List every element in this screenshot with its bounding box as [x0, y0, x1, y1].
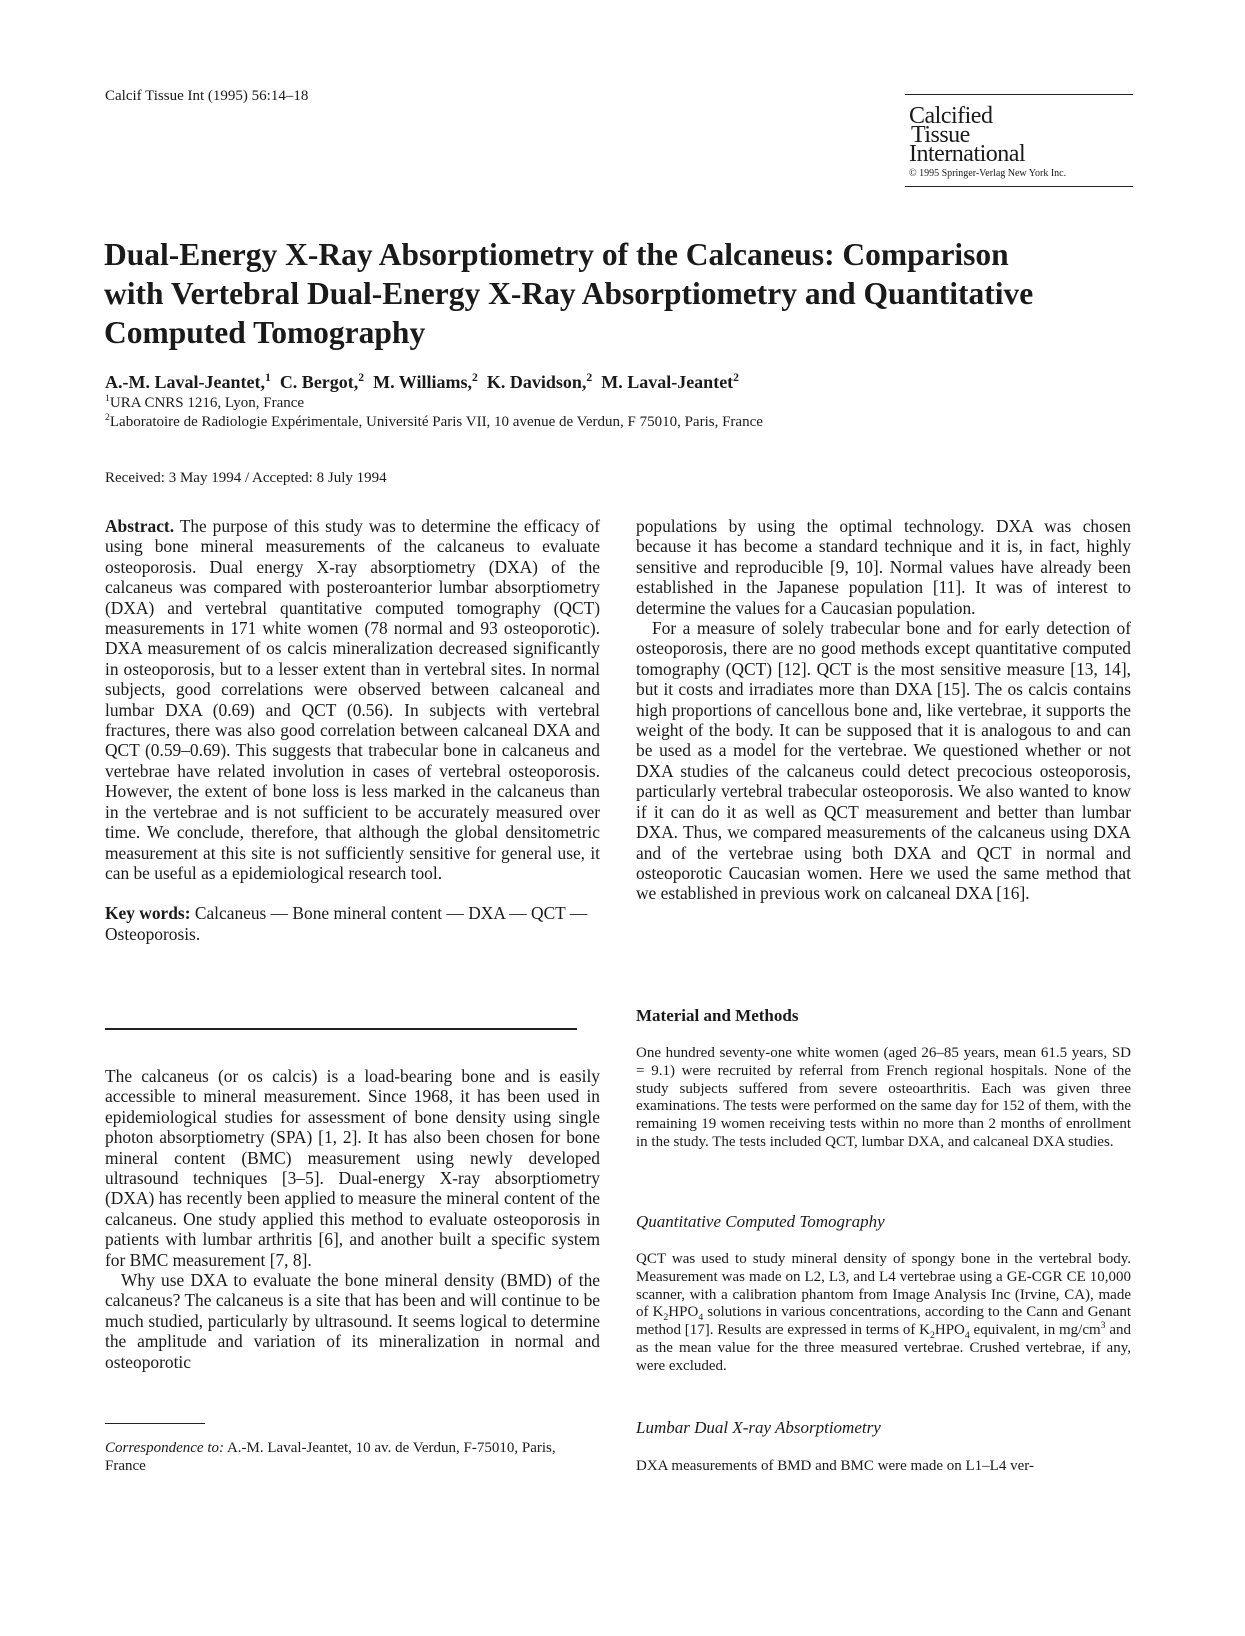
lumbar-dxa-paragraph: DXA measurements of BMD and BMC were made on L1–L4 ver-: [636, 1458, 1034, 1474]
author-list: [105, 372, 739, 393]
abstract-label: Abstract.: [105, 516, 175, 536]
logo-line-3: International: [909, 141, 1026, 167]
logo-rule-top: [905, 94, 1133, 95]
title-line-2: with Vertebral Dual-Energy X-Ray Absorptiometry and Quantitative: [104, 276, 1034, 311]
journal-logo: [905, 94, 1133, 187]
logo-rule-bottom: [905, 186, 1133, 187]
author: M. Williams,$^2$: [373, 371, 478, 392]
intro-paragraph-4: For a measure of solely trabecular bone and for early detection of osteoporosis, there are no good methods except quantitative computed tomography (QCT) [12]. QCT is the most sensitive measure [13, 14], but it costs and irradiates more than DXA [15]. The os calcis contains high proportions of cancellous bone and, like vertebrae, it supports the weight of the body. It can be supposed that it is analogous to and can be used as a model for the vertebrae. We questioned whether or not DXA studies of the calcaneus could detect precocious osteoporosis, particularly vertebral trabecular osteoporosis. We also wanted to know if it can do it as well as QCT measurement and better than lumbar DXA. Thus, we compared measurements of the calcaneus using DXA and of the vertebrae using both DXA and QCT in normal and osteoporotic Caucasian women. Here we used the same method that we established in previous work on calcaneal DXA [16].: [636, 618, 1131, 904]
author: K. Davidson,$^2$: [486, 371, 593, 392]
subheading-qct: Quantitative Computed Tomography: [636, 1212, 885, 1231]
logo-line-2: Tissue: [911, 122, 970, 148]
intro-paragraph-3: populations by using the optimal technology. DXA was chosen because it has become a standard technique and it is, in fact, highly sensitive and reproducible [9, 10]. Normal values have already been established in the Japanese population [11]. It was of interest to determine the values for a Caucasian population.: [636, 516, 1131, 618]
intro-paragraph-2: Why use DXA to evaluate the bone mineral density (BMD) of the calcaneus? The calcaneus is a site that has been and will continue to be much studied, particularly by ultrasound. It seems logical to determine the amplitude and variation of its mineralization in normal and osteoporotic: [105, 1270, 600, 1372]
subheading-lumbar-dxa: Lumbar Dual X-ray Absorptiometry: [636, 1418, 881, 1437]
author: A.-M. Laval-Jeantet,$^1$: [105, 371, 271, 392]
author: C. Bergot,$^2$: [279, 371, 365, 392]
intro-continued: [636, 516, 1131, 904]
affiliation-1: $^1$URA CNRS 1216, Lyon, France: [105, 393, 305, 411]
journal-reference: Calcif Tissue Int (1995) 56:14–18: [105, 88, 309, 104]
correspondence-footnote: Correspondence to: A.-M. Laval-Jeantet, 10 av. de Verdun, F-75010, Paris, France: [105, 1440, 556, 1474]
title-line-1: Dual-Energy X-Ray Absorptiometry of the Calcaneus: Comparison: [104, 237, 1009, 272]
title-line-3: Computed Tomography: [104, 315, 426, 350]
abstract-divider: [105, 1028, 577, 1030]
keywords: Key words: Calcaneus — Bone mineral content — DXA — QCT — Osteoporosis.: [105, 903, 588, 944]
logo-line-1: Calcified: [909, 103, 993, 129]
intro-paragraph-1: The calcaneus (or os calcis) is a load-bearing bone and is easily accessible to mineral measurement. Since 1968, it has been used in epidemiological studies for assessment of bone density using single photon absorptiometry (SPA) [1, 2]. It has also been chosen for bone mineral content (BMC) measurement using newly developed ultrasound techniques [3–5]. Dual-energy X-ray absorptiometry (DXA) has recently been applied to measure the mineral content of the calcaneus. One study applied this method to evaluate osteoporosis in patients with lumbar arthritis [6], and another built a specific system for BMC measurement [7, 8].: [105, 1066, 600, 1270]
logo-wordmark: [909, 103, 1133, 167]
abstract: [105, 516, 600, 944]
article-title: [104, 235, 1144, 352]
copyright-notice: © 1995 Springer-Verlag New York Inc.: [909, 168, 1067, 179]
footnote-rule: [105, 1423, 205, 1424]
qct-paragraph: QCT was used to study mineral density of spongy bone in the vertebral body. Measurement was made on L2, L3, and L4 vertebrae using a GE-CGR CE 10,000 scanner, with a calibration phantom from Image Analysis Inc (Irvine, CA), made of $K_2HPO_4$ solutions in various concentrations, according to the Cann and Genant method [17]. Results are expressed in terms of $K_2HPO_4$ equivalent, in $mg/cm^3$ and as the mean value for the three measured vertebrae. Crushed vertebrae, if any, were excluded.: [636, 1251, 1132, 1374]
author: M. Laval-Jeantet$^2$: [601, 371, 740, 392]
methods-paragraph: One hundred seventy-one white women (aged 26–85 years, mean 61.5 years, SD = 9.1) were recruited by referral from French regional hospitals. None of the study subjects suffered from severe osteoarthritis. Each was given three examinations. The tests were performed on the same day for 152 of them, with the remaining 19 women receiving tests within no more than 2 months of enrollment in the study. The tests included QCT, lumbar DXA, and calcaneal DXA studies.: [636, 1045, 1131, 1150]
affiliation-2: $^2$Laboratoire de Radiologie Expérimentale, Université Paris VII, 10 avenue de Verdun, F 75010, Paris, France: [105, 412, 763, 430]
abstract-text: The purpose of this study was to determine the efficacy of using bone mineral measurements of the calcaneus to evaluate osteoporosis. Dual energy X-ray absorptiometry (DXA) of the calcaneus was compared with posteroanterior lumbar absorptiometry (DXA) and vertebral quantitative computed tomography (QCT) measurements in 171 white women (78 normal and 93 osteoporotic). DXA measurement of os calcis mineralization decreased significantly in osteoporosis, but to a lesser extent than in vertebral sites. In normal subjects, good correlations were observed between calcaneal and lumbar DXA (0.69) and QCT (0.56). In subjects with vertebral fractures, there was also good correlation between calcaneal DXA and QCT (0.59–0.69). This suggests that trabecular bone in calcaneus and vertebrae have related involution in cases of vertebral osteoporosis. However, the extent of bone loss is less marked in the calcaneus than in the vertebrae and is not sufficient to be accurately measured over time. We conclude, therefore, that although the global densitometric measurement at this site is not sufficiently sensitive for general use, it can be useful as a epidemiological research tool.: [105, 516, 601, 883]
received-dates: Received: 3 May 1994 / Accepted: 8 July 1994: [105, 470, 387, 486]
introduction: [105, 1066, 600, 1372]
section-heading-methods: Material and Methods: [636, 1006, 799, 1025]
